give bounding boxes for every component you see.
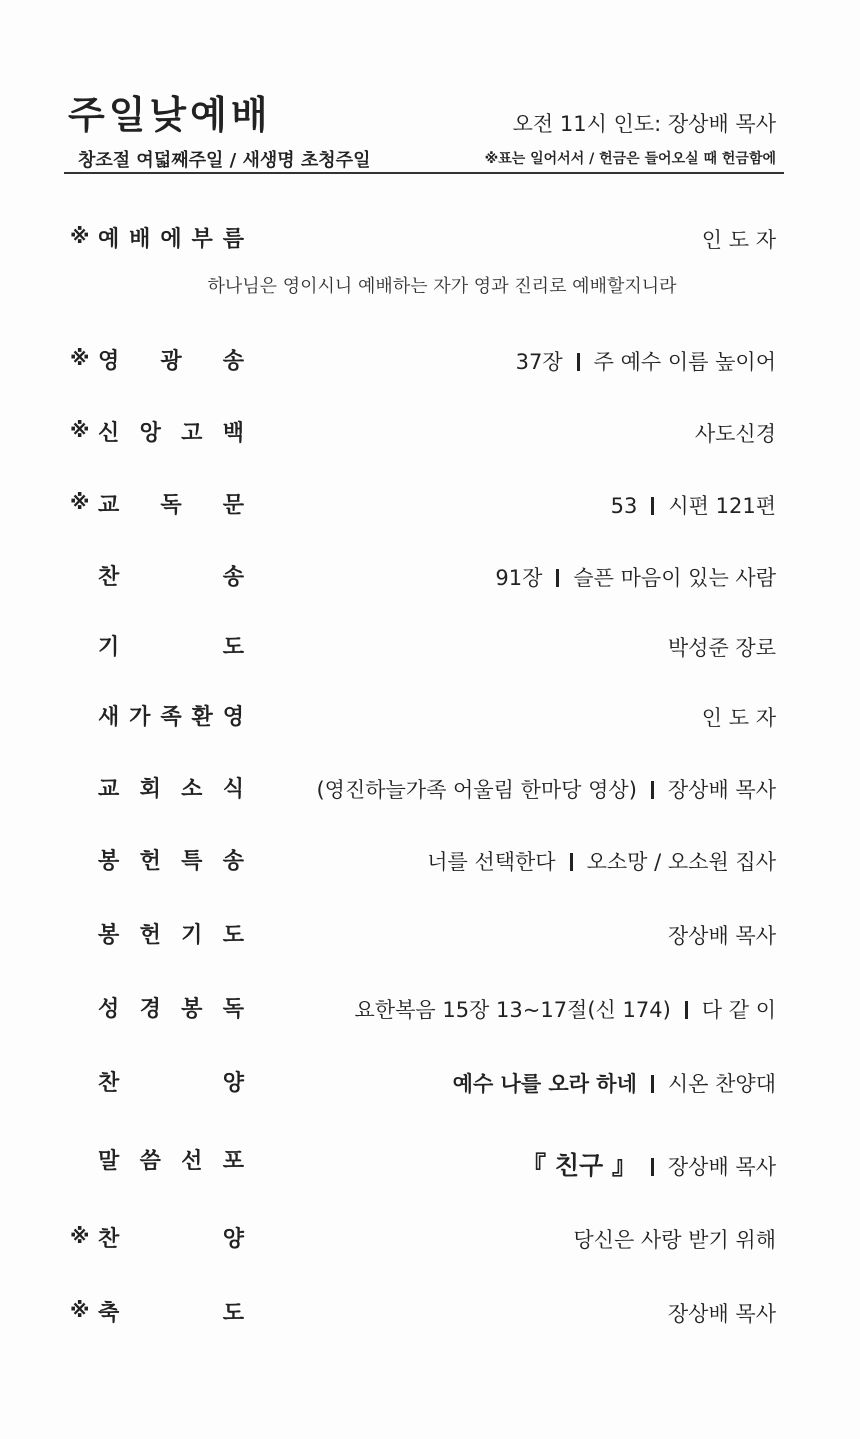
item-label: 교 회 소 식 [98, 777, 244, 802]
item-label: 예 배 에 부 름 [98, 227, 244, 252]
item-label: 신 앙 고 백 [98, 421, 244, 446]
standing-note: ※표는 일어서서 / 헌금은 들어오실 때 헌금함에 [484, 151, 776, 167]
order-item [0, 1140, 860, 1180]
order-item [0, 626, 860, 666]
scripture-verse: 하나님은 영이시니 예배하는 자가 영과 진리로 예배할지니라 [207, 276, 677, 297]
page-title: 주일낮예배 [68, 93, 272, 137]
item-label: 새 가 족 환 영 [98, 705, 244, 730]
item-value: 박성준 장로 [667, 636, 776, 660]
item-label: 교 독 문 [98, 493, 244, 518]
item-value: 인 도 자 [701, 706, 776, 730]
standing-mark: ※ [70, 490, 90, 514]
separator-bar [651, 497, 654, 515]
item-value: 너를 선택한다 오소망 / 오소원 집사 [427, 850, 776, 874]
item-label: 찬 양 [98, 1071, 244, 1096]
item-value: 요한복음 15장 13~17절(신 174) 다 같 이 [354, 998, 776, 1022]
standing-mark: ※ [70, 1224, 90, 1248]
item-value: 53 시편 121편 [610, 494, 776, 518]
item-value: 예수 나를 오라 하네 시온 찬양대 [452, 1072, 776, 1096]
order-item [0, 1062, 860, 1102]
service-time-info: 오전 11시 인도: 장상배 목사 [512, 112, 776, 136]
standing-mark: ※ [70, 418, 90, 442]
order-item [0, 218, 860, 258]
standing-mark: ※ [70, 1298, 90, 1322]
order-item [0, 484, 860, 524]
item-value: 장상배 목사 [667, 924, 776, 948]
item-value: 사도신경 [694, 422, 776, 446]
item-label: 축 도 [98, 1301, 244, 1326]
separator-bar [570, 853, 573, 871]
order-item [0, 768, 860, 808]
order-item [0, 556, 860, 596]
order-item [0, 1292, 860, 1332]
item-value: (영진하늘가족 어울림 한마당 영상) 장상배 목사 [316, 778, 776, 802]
item-label: 봉 헌 기 도 [98, 923, 244, 948]
separator-bar [556, 569, 559, 587]
separator-bar [685, 1001, 688, 1019]
standing-mark: ※ [70, 346, 90, 370]
header-divider [64, 172, 784, 174]
separator-bar [651, 781, 654, 799]
item-label: 봉 헌 특 송 [98, 849, 244, 874]
order-item [0, 412, 860, 452]
order-item [0, 914, 860, 954]
item-label: 성 경 봉 독 [98, 997, 244, 1022]
separator-bar [651, 1075, 654, 1093]
item-value: 37장 주 예수 이름 높이어 [515, 350, 776, 374]
standing-mark: ※ [70, 224, 90, 248]
order-item [0, 696, 860, 736]
item-label: 기 도 [98, 635, 244, 660]
item-value: 『 친구 』 장상배 목사 [521, 1151, 776, 1180]
item-label: 말 씀 선 포 [98, 1149, 244, 1174]
order-item [0, 988, 860, 1028]
separator-bar [651, 1158, 654, 1176]
order-item [0, 1218, 860, 1258]
item-label: 영 광 송 [98, 349, 244, 374]
separator-bar [577, 353, 580, 371]
order-item [0, 840, 860, 880]
order-item [0, 340, 860, 380]
item-value: 91장 슬픈 마음이 있는 사람 [495, 566, 776, 590]
subtitle: 창조절 여덟째주일 / 새생명 초청주일 [78, 150, 371, 171]
item-value: 장상배 목사 [667, 1302, 776, 1326]
item-value: 당신은 사랑 받기 위해 [573, 1228, 776, 1252]
item-label: 찬 양 [98, 1227, 244, 1252]
item-value: 인 도 자 [701, 228, 776, 252]
item-label: 찬 송 [98, 565, 244, 590]
